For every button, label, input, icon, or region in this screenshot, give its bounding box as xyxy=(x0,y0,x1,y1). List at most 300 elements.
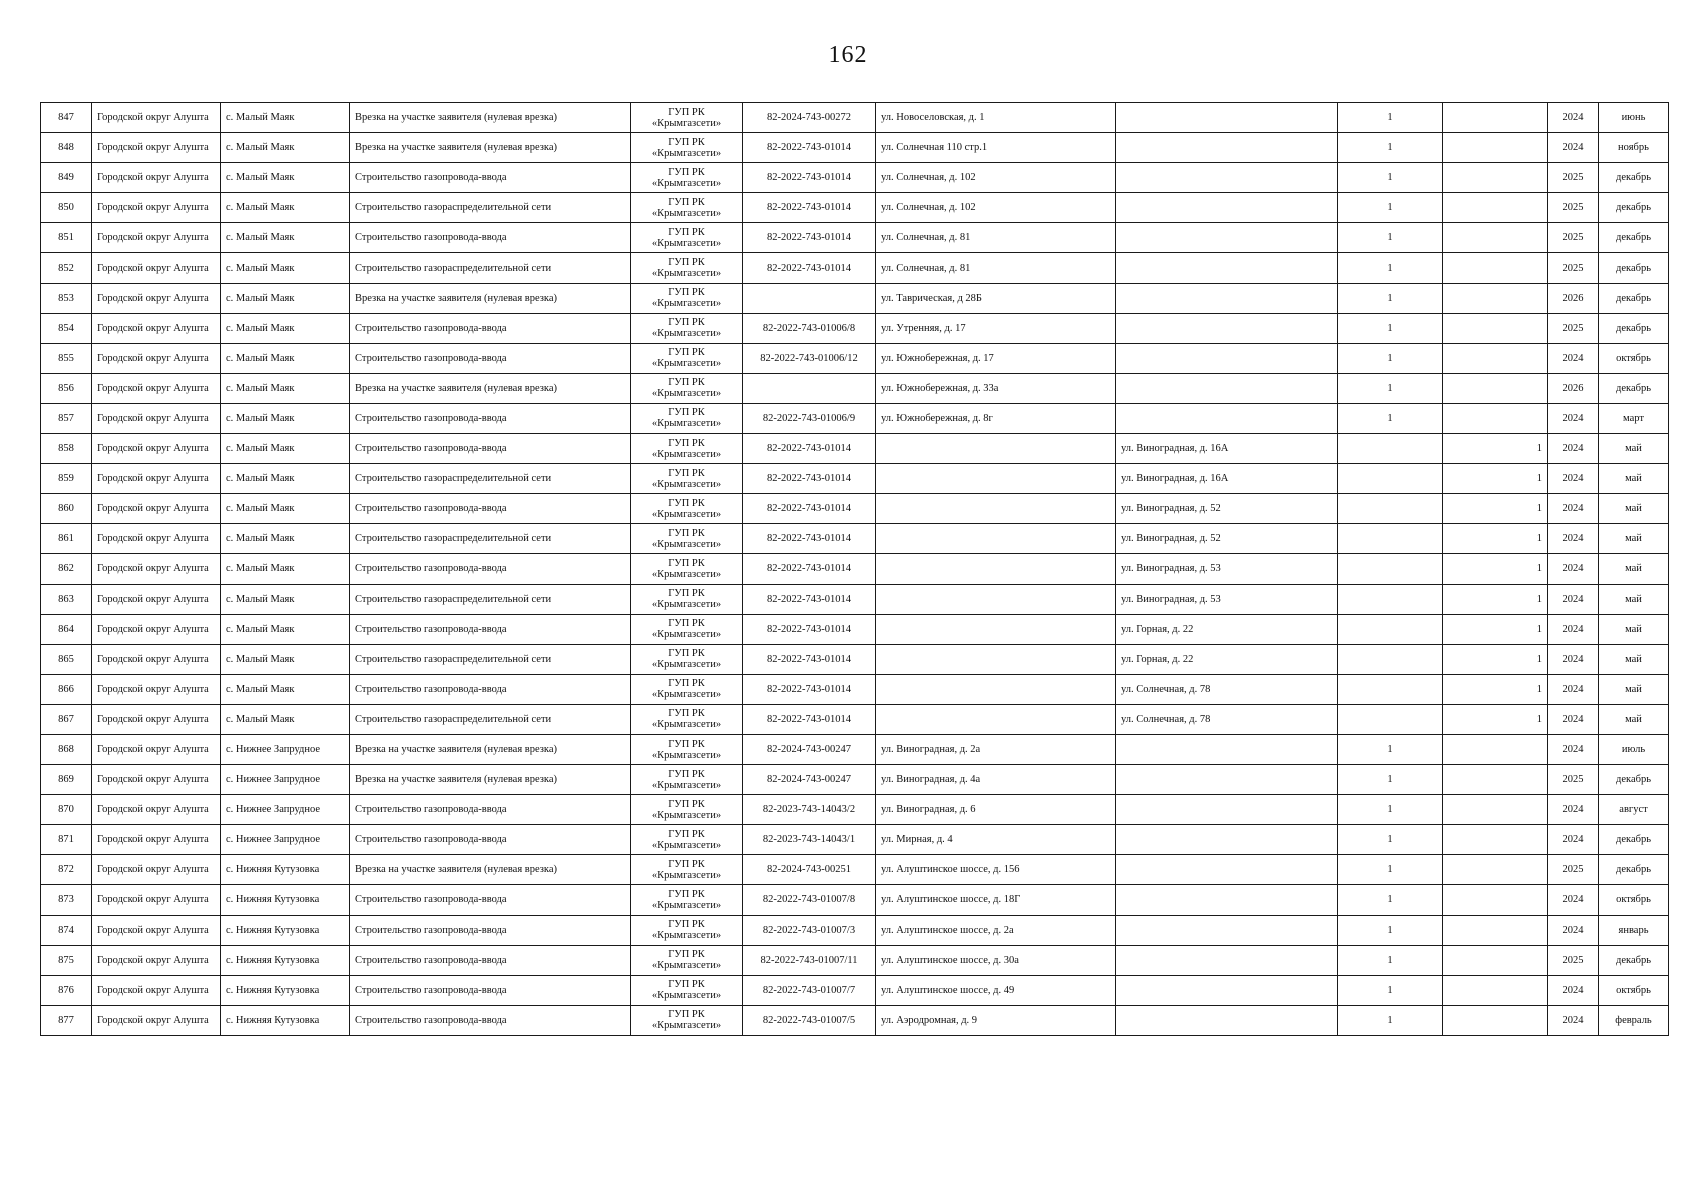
cell-year: 2024 xyxy=(1548,403,1599,433)
cell-address-planned xyxy=(1116,313,1338,343)
cell-work-type: Строительство газопровода-ввода xyxy=(350,494,631,524)
cell-year: 2024 xyxy=(1548,915,1599,945)
cell-address-planned: ул. Виноградная, д. 52 xyxy=(1116,494,1338,524)
cell-district: Городской округ Алушта xyxy=(92,765,221,795)
cell-settlement: с. Малый Маяк xyxy=(221,554,350,584)
cell-address-planned xyxy=(1116,133,1338,163)
cell-quantity-connected: 1 xyxy=(1338,795,1443,825)
cell-address-connected xyxy=(876,554,1116,584)
cell-tech-conditions-number: 82-2022-743-01014 xyxy=(743,494,876,524)
cell-quantity-connected xyxy=(1338,464,1443,494)
org-line-1: ГУП РК xyxy=(668,648,705,660)
cell-row-number: 863 xyxy=(41,584,92,614)
cell-address-planned xyxy=(1116,734,1338,764)
cell-settlement: с. Нижняя Кутузовка xyxy=(221,915,350,945)
cell-work-type: Строительство газопровода-ввода xyxy=(350,313,631,343)
cell-address-planned xyxy=(1116,765,1338,795)
cell-year: 2024 xyxy=(1548,524,1599,554)
cell-address-connected: ул. Алуштинское шоссе, д. 2а xyxy=(876,915,1116,945)
cell-quantity-connected: 1 xyxy=(1338,734,1443,764)
cell-work-type: Врезка на участке заявителя (нулевая врезка) xyxy=(350,283,631,313)
org-line-2: «Крымгазсети» xyxy=(651,237,722,249)
cell-tech-conditions-number: 82-2022-743-01007/3 xyxy=(743,915,876,945)
cell-quantity-planned xyxy=(1443,855,1548,885)
org-line-2: «Крымгазсети» xyxy=(651,719,722,731)
cell-address-connected: ул. Солнечная 110 стр.1 xyxy=(876,133,1116,163)
cell-address-connected: ул. Южнобережная, д. 33а xyxy=(876,373,1116,403)
cell-address-planned: ул. Виноградная, д. 52 xyxy=(1116,524,1338,554)
cell-organization xyxy=(631,614,743,644)
org-line-1: ГУП РК xyxy=(668,678,705,690)
cell-organization xyxy=(631,343,743,373)
cell-quantity-planned xyxy=(1443,313,1548,343)
cell-organization xyxy=(631,524,743,554)
cell-tech-conditions-number: 82-2022-743-01014 xyxy=(743,253,876,283)
table-body xyxy=(41,103,1669,1036)
org-line-2: «Крымгазсети» xyxy=(651,478,722,490)
cell-month: октябрь xyxy=(1599,885,1669,915)
cell-work-type: Строительство газораспределительной сети xyxy=(350,644,631,674)
cell-quantity-planned: 1 xyxy=(1443,644,1548,674)
cell-row-number: 849 xyxy=(41,163,92,193)
table-row xyxy=(41,945,1669,975)
cell-organization xyxy=(631,283,743,313)
cell-quantity-connected: 1 xyxy=(1338,253,1443,283)
cell-organization xyxy=(631,674,743,704)
cell-settlement: с. Малый Маяк xyxy=(221,403,350,433)
cell-quantity-connected: 1 xyxy=(1338,163,1443,193)
cell-settlement: с. Нижняя Кутузовка xyxy=(221,855,350,885)
cell-address-connected: ул. Новоселовская, д. 1 xyxy=(876,103,1116,133)
cell-settlement: с. Малый Маяк xyxy=(221,494,350,524)
cell-quantity-planned xyxy=(1443,885,1548,915)
cell-quantity-planned xyxy=(1443,343,1548,373)
org-line-1: ГУП РК xyxy=(668,166,705,178)
cell-address-planned xyxy=(1116,193,1338,223)
cell-quantity-connected: 1 xyxy=(1338,313,1443,343)
cell-organization xyxy=(631,193,743,223)
table-row xyxy=(41,373,1669,403)
cell-address-connected: ул. Солнечная, д. 81 xyxy=(876,223,1116,253)
cell-quantity-planned: 1 xyxy=(1443,614,1548,644)
cell-tech-conditions-number: 82-2022-743-01007/11 xyxy=(743,945,876,975)
cell-settlement: с. Малый Маяк xyxy=(221,584,350,614)
cell-settlement: с. Нижнее Запрудное xyxy=(221,795,350,825)
table-row xyxy=(41,253,1669,283)
cell-quantity-connected: 1 xyxy=(1338,1005,1443,1035)
cell-address-connected xyxy=(876,644,1116,674)
cell-work-type: Врезка на участке заявителя (нулевая врезка) xyxy=(350,373,631,403)
org-line-1: ГУП РК xyxy=(668,949,705,961)
org-line-2: «Крымгазсети» xyxy=(651,1020,722,1032)
org-line-1: ГУП РК xyxy=(668,919,705,931)
cell-district: Городской округ Алушта xyxy=(92,163,221,193)
org-line-1: ГУП РК xyxy=(668,708,705,720)
cell-address-connected: ул. Виноградная, д. 6 xyxy=(876,795,1116,825)
cell-month: декабрь xyxy=(1599,163,1669,193)
cell-year: 2024 xyxy=(1548,734,1599,764)
cell-month: ноябрь xyxy=(1599,133,1669,163)
org-line-2: «Крымгазсети» xyxy=(651,418,722,430)
cell-settlement: с. Малый Маяк xyxy=(221,644,350,674)
cell-month: май xyxy=(1599,554,1669,584)
cell-month: май xyxy=(1599,464,1669,494)
table-row xyxy=(41,464,1669,494)
cell-row-number: 856 xyxy=(41,373,92,403)
table-row xyxy=(41,734,1669,764)
cell-tech-conditions-number: 82-2022-743-01014 xyxy=(743,614,876,644)
cell-address-connected: ул. Таврическая, д 28Б xyxy=(876,283,1116,313)
cell-quantity-connected: 1 xyxy=(1338,915,1443,945)
cell-quantity-connected: 1 xyxy=(1338,343,1443,373)
cell-organization xyxy=(631,494,743,524)
cell-quantity-planned: 1 xyxy=(1443,524,1548,554)
cell-district: Городской округ Алушта xyxy=(92,945,221,975)
cell-address-planned xyxy=(1116,1005,1338,1035)
org-line-2: «Крымгазсети» xyxy=(651,779,722,791)
cell-tech-conditions-number: 82-2022-743-01014 xyxy=(743,133,876,163)
table-row xyxy=(41,674,1669,704)
cell-organization xyxy=(631,855,743,885)
cell-month: декабрь xyxy=(1599,193,1669,223)
cell-year: 2026 xyxy=(1548,283,1599,313)
cell-year: 2025 xyxy=(1548,193,1599,223)
cell-organization xyxy=(631,103,743,133)
cell-organization xyxy=(631,795,743,825)
cell-work-type: Строительство газопровода-ввода xyxy=(350,885,631,915)
cell-address-planned: ул. Горная, д. 22 xyxy=(1116,614,1338,644)
cell-district: Городской округ Алушта xyxy=(92,674,221,704)
cell-row-number: 877 xyxy=(41,1005,92,1035)
cell-organization xyxy=(631,885,743,915)
cell-year: 2024 xyxy=(1548,644,1599,674)
cell-year: 2024 xyxy=(1548,554,1599,584)
cell-quantity-planned xyxy=(1443,253,1548,283)
cell-quantity-planned xyxy=(1443,133,1548,163)
cell-district: Городской округ Алушта xyxy=(92,223,221,253)
cell-month: декабрь xyxy=(1599,373,1669,403)
org-line-1: ГУП РК xyxy=(668,828,705,840)
cell-organization xyxy=(631,313,743,343)
cell-work-type: Врезка на участке заявителя (нулевая врезка) xyxy=(350,103,631,133)
cell-organization xyxy=(631,704,743,734)
table-row xyxy=(41,283,1669,313)
cell-address-planned: ул. Виноградная, д. 53 xyxy=(1116,584,1338,614)
org-line-2: «Крымгазсети» xyxy=(651,568,722,580)
org-line-1: ГУП РК xyxy=(668,317,705,329)
org-line-1: ГУП РК xyxy=(668,497,705,509)
cell-work-type: Строительство газопровода-ввода xyxy=(350,975,631,1005)
cell-row-number: 853 xyxy=(41,283,92,313)
cell-settlement: с. Малый Маяк xyxy=(221,373,350,403)
cell-quantity-connected: 1 xyxy=(1338,373,1443,403)
cell-row-number: 855 xyxy=(41,343,92,373)
cell-work-type: Строительство газораспределительной сети xyxy=(350,464,631,494)
cell-tech-conditions-number: 82-2024-743-00272 xyxy=(743,103,876,133)
cell-address-connected xyxy=(876,434,1116,464)
org-line-2: «Крымгазсети» xyxy=(651,388,722,400)
cell-address-connected: ул. Мирная, д. 4 xyxy=(876,825,1116,855)
org-line-1: ГУП РК xyxy=(668,287,705,299)
cell-row-number: 870 xyxy=(41,795,92,825)
cell-quantity-connected: 1 xyxy=(1338,975,1443,1005)
cell-work-type: Врезка на участке заявителя (нулевая врезка) xyxy=(350,765,631,795)
org-line-2: «Крымгазсети» xyxy=(651,629,722,641)
cell-organization xyxy=(631,644,743,674)
cell-tech-conditions-number: 82-2022-743-01014 xyxy=(743,584,876,614)
cell-settlement: с. Малый Маяк xyxy=(221,343,350,373)
cell-quantity-planned xyxy=(1443,193,1548,223)
cell-organization xyxy=(631,734,743,764)
cell-month: декабрь xyxy=(1599,825,1669,855)
table-row xyxy=(41,855,1669,885)
cell-row-number: 864 xyxy=(41,614,92,644)
cell-tech-conditions-number: 82-2022-743-01006/8 xyxy=(743,313,876,343)
cell-row-number: 871 xyxy=(41,825,92,855)
cell-work-type: Строительство газораспределительной сети xyxy=(350,704,631,734)
cell-quantity-connected: 1 xyxy=(1338,945,1443,975)
cell-quantity-planned: 1 xyxy=(1443,674,1548,704)
cell-year: 2024 xyxy=(1548,464,1599,494)
cell-work-type: Врезка на участке заявителя (нулевая врезка) xyxy=(350,734,631,764)
cell-settlement: с. Малый Маяк xyxy=(221,614,350,644)
cell-organization xyxy=(631,373,743,403)
cell-settlement: с. Нижняя Кутузовка xyxy=(221,975,350,1005)
cell-quantity-connected: 1 xyxy=(1338,885,1443,915)
cell-address-connected xyxy=(876,674,1116,704)
cell-work-type: Строительство газопровода-ввода xyxy=(350,434,631,464)
cell-address-planned xyxy=(1116,945,1338,975)
org-line-1: ГУП РК xyxy=(668,527,705,539)
cell-settlement: с. Малый Маяк xyxy=(221,674,350,704)
cell-month: май xyxy=(1599,434,1669,464)
cell-address-planned xyxy=(1116,253,1338,283)
cell-address-connected: ул. Утренняя, д. 17 xyxy=(876,313,1116,343)
cell-work-type: Строительство газопровода-ввода xyxy=(350,614,631,644)
cell-row-number: 872 xyxy=(41,855,92,885)
cell-quantity-planned xyxy=(1443,945,1548,975)
cell-tech-conditions-number: 82-2022-743-01006/9 xyxy=(743,403,876,433)
cell-address-planned: ул. Солнечная, д. 78 xyxy=(1116,704,1338,734)
table-row xyxy=(41,614,1669,644)
table-row xyxy=(41,434,1669,464)
cell-quantity-planned xyxy=(1443,223,1548,253)
cell-settlement: с. Малый Маяк xyxy=(221,313,350,343)
cell-settlement: с. Малый Маяк xyxy=(221,133,350,163)
cell-address-planned xyxy=(1116,163,1338,193)
cell-row-number: 860 xyxy=(41,494,92,524)
cell-row-number: 875 xyxy=(41,945,92,975)
cell-address-planned xyxy=(1116,825,1338,855)
cell-organization xyxy=(631,765,743,795)
cell-address-connected xyxy=(876,464,1116,494)
cell-year: 2024 xyxy=(1548,103,1599,133)
cell-year: 2024 xyxy=(1548,975,1599,1005)
cell-year: 2024 xyxy=(1548,825,1599,855)
cell-address-planned: ул. Солнечная, д. 78 xyxy=(1116,674,1338,704)
cell-address-connected xyxy=(876,704,1116,734)
org-line-2: «Крымгазсети» xyxy=(651,930,722,942)
cell-year: 2024 xyxy=(1548,343,1599,373)
cell-address-planned xyxy=(1116,343,1338,373)
cell-quantity-planned xyxy=(1443,103,1548,133)
cell-work-type: Строительство газопровода-ввода xyxy=(350,163,631,193)
cell-district: Городской округ Алушта xyxy=(92,734,221,764)
cell-tech-conditions-number: 82-2022-743-01014 xyxy=(743,434,876,464)
cell-month: май xyxy=(1599,584,1669,614)
page-number: 162 xyxy=(828,42,868,68)
cell-settlement: с. Нижняя Кутузовка xyxy=(221,885,350,915)
org-line-2: «Крымгазсети» xyxy=(651,869,722,881)
org-line-1: ГУП РК xyxy=(668,858,705,870)
cell-year: 2026 xyxy=(1548,373,1599,403)
org-line-2: «Крымгазсети» xyxy=(651,899,722,911)
cell-district: Городской округ Алушта xyxy=(92,614,221,644)
org-line-2: «Крымгазсети» xyxy=(651,147,722,159)
cell-row-number: 874 xyxy=(41,915,92,945)
table-row xyxy=(41,765,1669,795)
cell-address-connected: ул. Южнобережная, д. 17 xyxy=(876,343,1116,373)
cell-district: Городской округ Алушта xyxy=(92,584,221,614)
cell-settlement: с. Малый Маяк xyxy=(221,253,350,283)
table-row xyxy=(41,103,1669,133)
org-line-2: «Крымгазсети» xyxy=(651,659,722,671)
cell-quantity-planned xyxy=(1443,373,1548,403)
cell-organization xyxy=(631,945,743,975)
cell-quantity-connected: 1 xyxy=(1338,403,1443,433)
cell-quantity-planned xyxy=(1443,283,1548,313)
cell-quantity-connected: 1 xyxy=(1338,133,1443,163)
cell-tech-conditions-number: 82-2022-743-01014 xyxy=(743,674,876,704)
cell-row-number: 850 xyxy=(41,193,92,223)
cell-settlement: с. Малый Маяк xyxy=(221,283,350,313)
cell-quantity-connected xyxy=(1338,524,1443,554)
cell-address-planned: ул. Виноградная, д. 16А xyxy=(1116,464,1338,494)
cell-organization xyxy=(631,975,743,1005)
cell-settlement: с. Нижнее Запрудное xyxy=(221,734,350,764)
table-row xyxy=(41,313,1669,343)
cell-month: май xyxy=(1599,614,1669,644)
cell-tech-conditions-number: 82-2024-743-00251 xyxy=(743,855,876,885)
cell-district: Городской округ Алушта xyxy=(92,253,221,283)
cell-work-type: Строительство газопровода-ввода xyxy=(350,795,631,825)
cell-row-number: 861 xyxy=(41,524,92,554)
cell-tech-conditions-number: 82-2022-743-01014 xyxy=(743,163,876,193)
cell-district: Городской округ Алушта xyxy=(92,313,221,343)
org-line-2: «Крымгазсети» xyxy=(651,207,722,219)
cell-address-planned xyxy=(1116,283,1338,313)
cell-quantity-planned: 1 xyxy=(1443,494,1548,524)
cell-tech-conditions-number: 82-2022-743-01014 xyxy=(743,464,876,494)
org-line-1: ГУП РК xyxy=(668,738,705,750)
cell-quantity-planned xyxy=(1443,734,1548,764)
cell-district: Городской округ Алушта xyxy=(92,434,221,464)
cell-settlement: с. Малый Маяк xyxy=(221,524,350,554)
cell-quantity-connected: 1 xyxy=(1338,825,1443,855)
table-row xyxy=(41,494,1669,524)
cell-district: Городской округ Алушта xyxy=(92,644,221,674)
cell-year: 2025 xyxy=(1548,163,1599,193)
org-line-1: ГУП РК xyxy=(668,768,705,780)
cell-month: май xyxy=(1599,494,1669,524)
org-line-1: ГУП РК xyxy=(668,1009,705,1021)
cell-quantity-planned xyxy=(1443,1005,1548,1035)
table-row xyxy=(41,915,1669,945)
cell-organization xyxy=(631,403,743,433)
cell-quantity-planned: 1 xyxy=(1443,434,1548,464)
cell-quantity-connected xyxy=(1338,644,1443,674)
table-row xyxy=(41,133,1669,163)
cell-month: декабрь xyxy=(1599,253,1669,283)
cell-year: 2024 xyxy=(1548,1005,1599,1035)
cell-settlement: с. Малый Маяк xyxy=(221,464,350,494)
cell-address-connected: ул. Алуштинское шоссе, д. 49 xyxy=(876,975,1116,1005)
cell-month: июль xyxy=(1599,734,1669,764)
cell-district: Городской округ Алушта xyxy=(92,373,221,403)
cell-year: 2025 xyxy=(1548,223,1599,253)
org-line-2: «Крымгазсети» xyxy=(651,990,722,1002)
cell-district: Городской округ Алушта xyxy=(92,825,221,855)
cell-organization xyxy=(631,915,743,945)
cell-organization xyxy=(631,253,743,283)
cell-address-connected: ул. Виноградная, д. 2а xyxy=(876,734,1116,764)
table-row xyxy=(41,795,1669,825)
cell-month: октябрь xyxy=(1599,975,1669,1005)
cell-row-number: 848 xyxy=(41,133,92,163)
cell-quantity-planned xyxy=(1443,765,1548,795)
cell-address-planned: ул. Виноградная, д. 53 xyxy=(1116,554,1338,584)
cell-district: Городской округ Алушта xyxy=(92,133,221,163)
org-line-2: «Крымгазсети» xyxy=(651,809,722,821)
table-row xyxy=(41,885,1669,915)
cell-month: февраль xyxy=(1599,1005,1669,1035)
cell-quantity-connected xyxy=(1338,494,1443,524)
cell-quantity-planned xyxy=(1443,975,1548,1005)
cell-settlement: с. Нижняя Кутузовка xyxy=(221,1005,350,1035)
cell-year: 2024 xyxy=(1548,133,1599,163)
cell-quantity-planned: 1 xyxy=(1443,704,1548,734)
cell-address-planned xyxy=(1116,975,1338,1005)
cell-address-connected: ул. Алуштинское шоссе, д. 18Г xyxy=(876,885,1116,915)
cell-quantity-connected: 1 xyxy=(1338,765,1443,795)
cell-quantity-connected: 1 xyxy=(1338,283,1443,313)
cell-work-type: Врезка на участке заявителя (нулевая врезка) xyxy=(350,855,631,885)
org-line-2: «Крымгазсети» xyxy=(651,749,722,761)
org-line-1: ГУП РК xyxy=(668,196,705,208)
cell-organization xyxy=(631,133,743,163)
cell-tech-conditions-number: 82-2022-743-01007/8 xyxy=(743,885,876,915)
cell-year: 2025 xyxy=(1548,765,1599,795)
cell-district: Городской округ Алушта xyxy=(92,855,221,885)
cell-organization xyxy=(631,554,743,584)
cell-row-number: 862 xyxy=(41,554,92,584)
cell-work-type: Строительство газопровода-ввода xyxy=(350,223,631,253)
cell-tech-conditions-number: 82-2023-743-14043/2 xyxy=(743,795,876,825)
cell-row-number: 857 xyxy=(41,403,92,433)
cell-organization xyxy=(631,163,743,193)
cell-row-number: 866 xyxy=(41,674,92,704)
cell-organization xyxy=(631,584,743,614)
cell-settlement: с. Малый Маяк xyxy=(221,704,350,734)
org-line-2: «Крымгазсети» xyxy=(651,538,722,550)
org-line-1: ГУП РК xyxy=(668,407,705,419)
cell-year: 2025 xyxy=(1548,253,1599,283)
cell-organization xyxy=(631,223,743,253)
org-line-2: «Крымгазсети» xyxy=(651,960,722,972)
cell-address-planned xyxy=(1116,103,1338,133)
table-row xyxy=(41,343,1669,373)
org-line-1: ГУП РК xyxy=(668,257,705,269)
